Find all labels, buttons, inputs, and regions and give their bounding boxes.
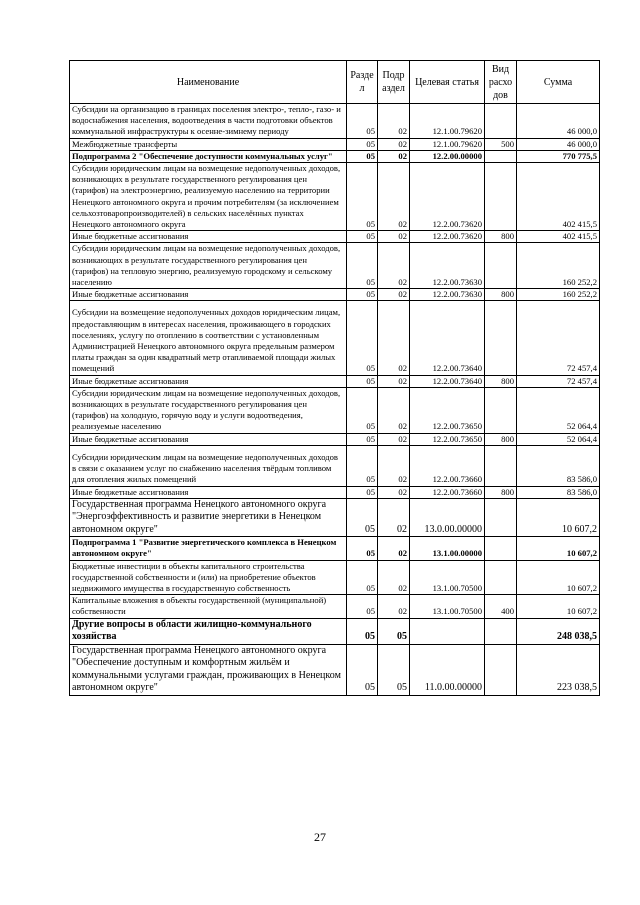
row-razdel: 05 xyxy=(347,445,378,486)
table-row xyxy=(70,243,600,289)
table-row xyxy=(70,387,600,433)
row-razdel: 05 xyxy=(347,618,378,644)
row-podrazdel: 02 xyxy=(378,433,410,445)
row-vid xyxy=(485,537,517,560)
row-podrazdel: 02 xyxy=(378,445,410,486)
row-podrazdel: 02 xyxy=(378,537,410,560)
row-name: Иные бюджетные ассигнования xyxy=(70,433,347,445)
row-target: 12.2.00.73620 xyxy=(410,231,485,243)
row-name: Иные бюджетные ассигнования xyxy=(70,289,347,301)
row-sum: 52 064,4 xyxy=(517,433,600,445)
row-name: Бюджетные инвестиции в объекты капитального строительства государственной собственности и (или) на приобретение объектов недвижимого имущества в государственную собственность xyxy=(70,560,347,595)
row-podrazdel: 02 xyxy=(378,138,410,150)
row-name: Субсидии на организацию в границах поселения электро-, тепло-, газо- и водоснабжения населения, водоотведения в части подготовки объектов коммунальной инфраструктуры к осенне-зимнему периоду xyxy=(70,104,347,139)
row-vid: 800 xyxy=(485,289,517,301)
row-target: 12.2.00.73630 xyxy=(410,289,485,301)
table-row xyxy=(70,595,600,618)
row-vid xyxy=(485,243,517,289)
row-name: Иные бюджетные ассигнования xyxy=(70,375,347,387)
row-podrazdel: 05 xyxy=(378,644,410,695)
row-vid xyxy=(485,150,517,162)
row-name: Другие вопросы в области жилищно-коммунального хозяйства xyxy=(70,618,347,644)
row-target: 12.2.00.73660 xyxy=(410,445,485,486)
row-podrazdel: 02 xyxy=(378,163,410,231)
row-vid xyxy=(485,104,517,139)
row-sum: 402 415,5 xyxy=(517,231,600,243)
row-sum: 770 775,5 xyxy=(517,150,600,162)
row-name: Субсидии юридическим лицам на возмещение недополученных доходов, возникающих в результате государственного регулирования цен (тарифов) на тепловую энергию, реализуемую городскому и сельскому населению xyxy=(70,243,347,289)
row-vid xyxy=(485,644,517,695)
row-sum: 72 457,4 xyxy=(517,301,600,375)
row-name: Государственная программа Ненецкого автономного округа "Энергоэффективность и развитие энергетики в Ненецком автономном округе" xyxy=(70,498,347,537)
row-sum: 83 586,0 xyxy=(517,445,600,486)
row-target: 13.0.00.00000 xyxy=(410,498,485,537)
row-podrazdel: 02 xyxy=(378,486,410,498)
row-vid: 800 xyxy=(485,486,517,498)
row-name: Субсидии юридическим лицам на возмещение недополученных доходов, возникающих в результате государственного регулирования цен (тарифов) на электроэнергию, реализуемую населению на территории Ненецкого автономного округа и прочим потребителям (за исключением сельхозтоваропроизводителей) в сельских населённых пунктах Ненецкого автономного округа xyxy=(70,163,347,231)
row-target: 12.2.00.73650 xyxy=(410,387,485,433)
row-razdel: 05 xyxy=(347,537,378,560)
row-target: 13.1.00.70500 xyxy=(410,595,485,618)
row-target: 13.1.00.70500 xyxy=(410,560,485,595)
row-sum: 10 607,2 xyxy=(517,537,600,560)
table-row xyxy=(70,301,600,375)
row-razdel: 05 xyxy=(347,138,378,150)
row-sum: 46 000,0 xyxy=(517,138,600,150)
header-vid: Вид расхо дов xyxy=(485,61,517,104)
row-target: 13.1.00.00000 xyxy=(410,537,485,560)
row-sum: 160 252,2 xyxy=(517,289,600,301)
row-podrazdel: 05 xyxy=(378,618,410,644)
row-razdel: 05 xyxy=(347,560,378,595)
row-razdel: 05 xyxy=(347,433,378,445)
row-podrazdel: 02 xyxy=(378,560,410,595)
row-sum: 223 038,5 xyxy=(517,644,600,695)
row-podrazdel: 02 xyxy=(378,498,410,537)
header-podrazdel: Подр аздел xyxy=(378,61,410,104)
row-razdel: 05 xyxy=(347,289,378,301)
row-razdel: 05 xyxy=(347,387,378,433)
table-row xyxy=(70,150,600,162)
table-row xyxy=(70,560,600,595)
row-vid: 400 xyxy=(485,595,517,618)
header-razdel: Разде л xyxy=(347,61,378,104)
row-target: 12.2.00.73650 xyxy=(410,433,485,445)
table-row xyxy=(70,537,600,560)
row-name: Иные бюджетные ассигнования xyxy=(70,231,347,243)
row-name: Субсидии юридическим лицам на возмещение недополученных доходов, возникающих в результате государственного регулирования цен (тарифов) на холодную, горячую воду и услуги водоотведения, реализуемые населению xyxy=(70,387,347,433)
row-razdel: 05 xyxy=(347,163,378,231)
row-sum: 402 415,5 xyxy=(517,163,600,231)
row-sum: 160 252,2 xyxy=(517,243,600,289)
row-podrazdel: 02 xyxy=(378,243,410,289)
header-name: Наименование xyxy=(70,61,347,104)
header-sum: Сумма xyxy=(517,61,600,104)
row-vid: 800 xyxy=(485,433,517,445)
row-sum: 248 038,5 xyxy=(517,618,600,644)
table-row xyxy=(70,375,600,387)
row-razdel: 05 xyxy=(347,498,378,537)
row-target: 12.2.00.73640 xyxy=(410,375,485,387)
row-sum: 10 607,2 xyxy=(517,560,600,595)
row-sum: 72 457,4 xyxy=(517,375,600,387)
row-razdel: 05 xyxy=(347,375,378,387)
page-number: 27 xyxy=(314,830,326,844)
row-target: 11.0.00.00000 xyxy=(410,644,485,695)
table-row xyxy=(70,231,600,243)
row-razdel: 05 xyxy=(347,301,378,375)
row-name: Подпрограмма 2 "Обеспечение доступности коммунальных услуг" xyxy=(70,150,347,162)
table-row xyxy=(70,486,600,498)
row-vid xyxy=(485,498,517,537)
budget-table xyxy=(69,60,600,696)
table-row xyxy=(70,289,600,301)
row-target: 12.1.00.79620 xyxy=(410,104,485,139)
row-name: Капитальные вложения в объекты государственной (муниципальной) собственности xyxy=(70,595,347,618)
row-razdel: 05 xyxy=(347,104,378,139)
row-razdel: 05 xyxy=(347,243,378,289)
row-podrazdel: 02 xyxy=(378,150,410,162)
row-vid: 500 xyxy=(485,138,517,150)
row-sum: 10 607,2 xyxy=(517,595,600,618)
row-name: Межбюджетные трансферты xyxy=(70,138,347,150)
row-vid xyxy=(485,301,517,375)
row-name: Субсидии юридическим лицам на возмещение недополученных доходов в связи с оказанием услуг по снабжению населения твёрдым топливом для отопления жилых помещений xyxy=(70,445,347,486)
row-sum: 52 064,4 xyxy=(517,387,600,433)
row-podrazdel: 02 xyxy=(378,375,410,387)
header-target: Целевая статья xyxy=(410,61,485,104)
row-vid xyxy=(485,445,517,486)
row-razdel: 05 xyxy=(347,595,378,618)
row-razdel: 05 xyxy=(347,644,378,695)
row-target: 12.2.00.73620 xyxy=(410,163,485,231)
row-name: Иные бюджетные ассигнования xyxy=(70,486,347,498)
row-podrazdel: 02 xyxy=(378,595,410,618)
row-target: 12.2.00.73630 xyxy=(410,243,485,289)
row-razdel: 05 xyxy=(347,231,378,243)
row-target: 12.1.00.79620 xyxy=(410,138,485,150)
row-vid: 800 xyxy=(485,375,517,387)
row-target: 12.2.00.00000 xyxy=(410,150,485,162)
row-podrazdel: 02 xyxy=(378,301,410,375)
row-name: Государственная программа Ненецкого автономного округа "Обеспечение доступным и комфортным жильём и коммунальными услугами граждан, проживающих в Ненецком автономном округе" xyxy=(70,644,347,695)
row-vid xyxy=(485,163,517,231)
row-sum: 46 000,0 xyxy=(517,104,600,139)
row-podrazdel: 02 xyxy=(378,231,410,243)
table-row xyxy=(70,433,600,445)
row-vid xyxy=(485,618,517,644)
row-razdel: 05 xyxy=(347,150,378,162)
row-sum: 83 586,0 xyxy=(517,486,600,498)
row-target xyxy=(410,618,485,644)
row-podrazdel: 02 xyxy=(378,289,410,301)
row-razdel: 05 xyxy=(347,486,378,498)
row-name: Подпрограмма 1 "Развитие энергетического комплекса в Ненецком автономном округе" xyxy=(70,537,347,560)
row-name: Субсидии на возмещение недополученных доходов юридическим лицам, предоставляющим в интересах населения, проживающего в городских поселениях, услугу по отоплению в соответствии с установленным Администрацией Ненецкого автономного округа предельным размером платы граждан за один квадратный метр отапливаемой площади жилых помещений xyxy=(70,301,347,375)
row-vid xyxy=(485,387,517,433)
table-row xyxy=(70,104,600,139)
row-target: 12.2.00.73660 xyxy=(410,486,485,498)
row-vid: 800 xyxy=(485,231,517,243)
row-podrazdel: 02 xyxy=(378,104,410,139)
row-target: 12.2.00.73640 xyxy=(410,301,485,375)
table-header-row xyxy=(70,61,600,104)
table-row xyxy=(70,618,600,644)
row-vid xyxy=(485,560,517,595)
table-row xyxy=(70,498,600,537)
table-row xyxy=(70,644,600,695)
row-sum: 10 607,2 xyxy=(517,498,600,537)
table-row xyxy=(70,445,600,486)
table-row xyxy=(70,138,600,150)
row-podrazdel: 02 xyxy=(378,387,410,433)
table-row xyxy=(70,163,600,231)
